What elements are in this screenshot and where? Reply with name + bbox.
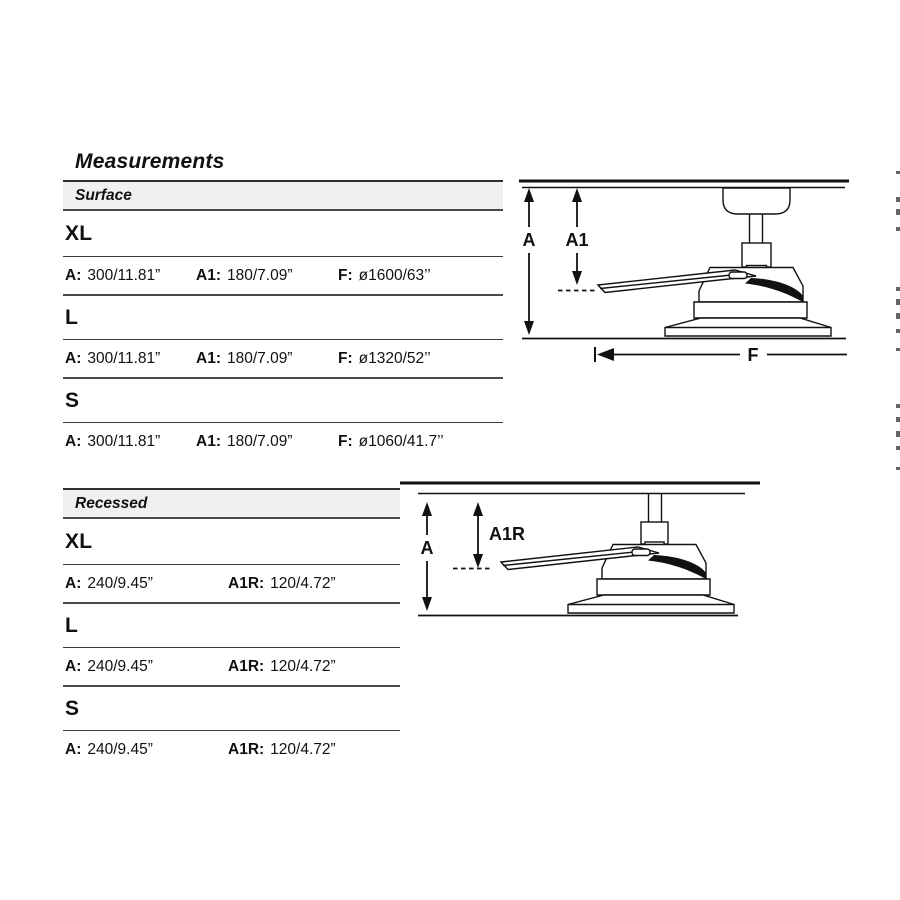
surface-data-s [63,422,503,460]
measure-a: A: 300/11.81” [65,432,161,450]
surface-fan-drawing [513,175,858,370]
downrod-coupling [641,522,668,544]
surface-spec-table [63,180,503,460]
edge-fragment-mark [896,287,900,291]
dim-label-a: A [420,538,434,558]
measure-f: F: ø1060/41.7’’ [338,432,444,450]
edge-fragment-mark [896,467,900,470]
measure-a1: A1: 180/7.09” [196,266,293,284]
measure-a: A: 300/11.81” [65,266,161,284]
dimension-a1 [565,188,588,285]
edge-fragment-mark [896,171,900,174]
recessed-table-header: Recessed [63,488,400,519]
edge-fragment-mark [896,197,900,202]
page-title: Measurements [75,150,225,174]
dimension-f [595,345,847,365]
arrowhead-up-icon [473,502,483,516]
measure-a1: A1: 180/7.09” [196,349,293,367]
measure-a1r: A1R: 120/4.72” [228,657,336,675]
surface-mount-diagram [513,175,858,375]
dim-label-a1: A1 [565,230,589,250]
measure-f: F: ø1320/52’’ [338,349,431,367]
measure-a: A: 240/9.45” [65,740,153,758]
arrowhead-up-icon [422,502,432,516]
dim-label-a: A [522,230,536,250]
blade-hub [632,549,650,556]
dimension-a [523,188,536,335]
arrowhead-left-icon [597,348,614,361]
dimension-a1r [473,502,525,568]
blade-hub [729,272,747,279]
downrod-coupling [742,243,771,267]
edge-fragment-mark [896,417,900,422]
measure-a1r: A1R: 120/4.72” [228,740,336,758]
measure-a: A: 240/9.45” [65,574,153,592]
recessed-size-l: L [63,602,400,647]
measure-a1r: A1R: 120/4.72” [228,574,336,592]
edge-fragment-mark [896,313,900,319]
motor-band [694,302,807,318]
surface-data-xl [63,256,503,294]
edge-fragment-mark [896,227,900,231]
edge-fragment-mark [896,446,900,450]
surface-data-l [63,339,503,377]
surface-size-s: S [63,377,503,422]
edge-fragment-mark [896,431,900,437]
recessed-data-xl [63,564,400,602]
edge-fragment-mark [896,209,900,215]
recessed-data-l [63,647,400,685]
measure-f: F: ø1600/63’’ [338,266,431,284]
recessed-mount-diagram [398,478,763,628]
recessed-data-s [63,730,400,768]
recessed-size-s: S [63,685,400,730]
surface-size-l: L [63,294,503,339]
edge-fragment-mark [896,348,900,351]
surface-table-header: Surface [63,180,503,211]
edge-fragment-mark [896,329,900,333]
recessed-fan-drawing [398,478,763,623]
motor-band [597,579,710,595]
arrowhead-down-icon [524,321,534,335]
surface-size-xl: XL [65,221,93,245]
edge-fragment-mark [896,299,900,305]
arrowhead-up-icon [524,188,534,202]
recessed-spec-table [63,488,400,768]
dim-label-f: F [747,345,759,365]
arrowhead-up-icon [572,188,582,202]
arrowhead-down-icon [572,271,582,285]
edge-fragment-mark [896,404,900,408]
dimension-a [421,502,434,611]
arrowhead-down-icon [422,597,432,611]
recessed-size-xl: XL [65,529,93,553]
measure-a: A: 240/9.45” [65,657,153,675]
arrowhead-down-icon [473,554,483,568]
measure-a1: A1: 180/7.09” [196,432,293,450]
measure-a: A: 300/11.81” [65,349,161,367]
dim-label-a1r: A1R [489,524,526,544]
fan-canopy [723,188,790,214]
